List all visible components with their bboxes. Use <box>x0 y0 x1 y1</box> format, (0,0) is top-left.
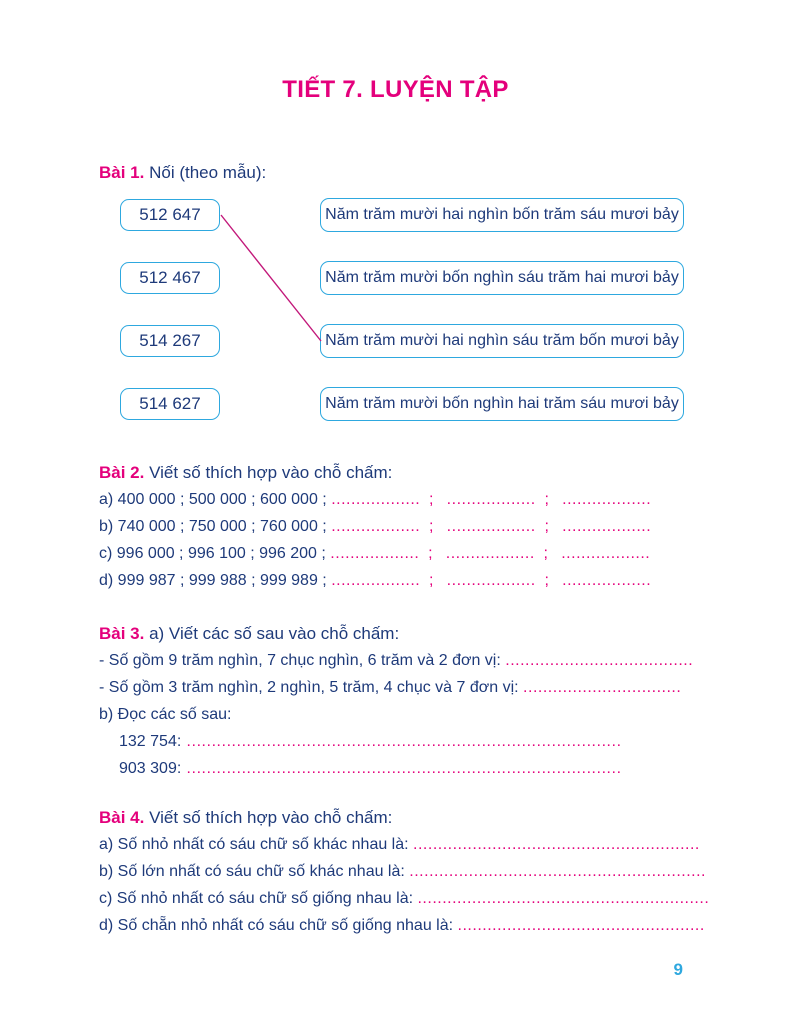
bai2-row-c <box>99 545 650 563</box>
bai3-heading: Bài 3. <box>99 624 145 643</box>
blank[interactable]: .................. <box>331 491 421 508</box>
blank[interactable]: .................. <box>445 545 535 562</box>
blank[interactable]: .................. <box>330 545 420 562</box>
number-box-1[interactable]: 512 647 <box>120 199 220 231</box>
bai4-item-b <box>99 863 706 881</box>
separator: ; <box>428 518 434 535</box>
bai3-header <box>99 624 399 644</box>
text-box-4[interactable]: Năm trăm mười bốn nghìn hai trăm sáu mươi bảy <box>320 387 684 421</box>
blank[interactable]: .................. <box>562 572 652 589</box>
bai3-item-2-blank[interactable]: ................................ <box>523 679 682 696</box>
separator: ; <box>544 491 549 508</box>
separator: ; <box>428 545 433 562</box>
bai4-item-b-text: b) Số lớn nhất có sáu chữ số khác nhau là: <box>99 863 405 880</box>
bai4-item-b-blank[interactable]: ............................................................ <box>409 863 706 880</box>
bai3-item-1-blank[interactable]: ...................................... <box>505 652 694 669</box>
bai4-header <box>99 808 392 828</box>
bai2-heading: Bài 2. <box>99 463 145 482</box>
bai3-read-1-blank[interactable]: …………………………………………………………………………… <box>185 733 621 750</box>
bai2-instruction: Viết số thích hợp vào chỗ chấm: <box>149 463 393 482</box>
number-box-4[interactable]: 514 627 <box>120 388 220 420</box>
bai3-item-2-text: - Số gồm 3 trăm nghìn, 2 nghìn, 5 trăm, 4 chục và 7 đơn vị: <box>99 679 519 696</box>
bai4-item-d-text: d) Số chẵn nhỏ nhất có sáu chữ số giống nhau là: <box>99 917 454 934</box>
bai2-row-b <box>99 518 651 536</box>
bai4-heading: Bài 4. <box>99 808 145 827</box>
bai3-read-1 <box>119 733 621 751</box>
bai1-instruction: Nối (theo mẫu): <box>149 163 267 182</box>
text-box-1[interactable]: Năm trăm mười hai nghìn bốn trăm sáu mươi bảy <box>320 198 684 232</box>
bai4-item-d <box>99 917 705 935</box>
bai4-item-c-blank[interactable]: ........................................................... <box>417 890 710 907</box>
bai3-read-2-blank[interactable]: …………………………………………………………………………… <box>185 760 621 777</box>
bai3-read-2 <box>119 760 621 778</box>
separator: ; <box>544 572 549 589</box>
bai1-heading: Bài 1. <box>99 163 145 182</box>
blank[interactable]: .................. <box>446 491 536 508</box>
bai3-item-2 <box>99 679 681 697</box>
blank[interactable]: .................. <box>331 518 421 535</box>
text-box-3[interactable]: Năm trăm mười hai nghìn sáu trăm bốn mươi bảy <box>320 324 684 358</box>
bai4-instruction: Viết số thích hợp vào chỗ chấm: <box>149 808 393 827</box>
blank[interactable]: .................. <box>331 572 421 589</box>
bai2-row-b-prefix: b) 740 000 ; 750 000 ; 760 000 ; <box>99 518 327 535</box>
number-box-2[interactable]: 512 467 <box>120 262 220 294</box>
separator: ; <box>428 572 434 589</box>
bai2-row-d <box>99 572 651 590</box>
number-box-3[interactable]: 514 267 <box>120 325 220 357</box>
bai2-row-a-prefix: a) 400 000 ; 500 000 ; 600 000 ; <box>99 491 327 508</box>
bai3-read-1-number: 132 754: <box>119 733 182 750</box>
bai4-item-a-text: a) Số nhỏ nhất có sáu chữ số khác nhau là: <box>99 836 409 853</box>
page-number: 9 <box>673 960 683 979</box>
bai2-header <box>99 463 392 483</box>
separator: ; <box>543 545 548 562</box>
bai2-row-d-prefix: d) 999 987 ; 999 988 ; 999 989 ; <box>99 572 327 589</box>
blank[interactable]: .................. <box>561 545 651 562</box>
bai4-item-c <box>99 890 709 908</box>
text-box-2[interactable]: Năm trăm mười bốn nghìn sáu trăm hai mươi bảy <box>320 261 684 295</box>
bai3-part-b: b) Đọc các số sau: <box>99 706 232 723</box>
bai3-part-a: a) Viết các số sau vào chỗ chấm: <box>149 624 400 643</box>
blank[interactable]: .................. <box>562 491 652 508</box>
bai4-item-a-blank[interactable]: .......................................................... <box>413 836 700 853</box>
page-title: TIẾT 7. LUYỆN TẬP <box>282 76 509 103</box>
blank[interactable]: .................. <box>446 572 536 589</box>
bai4-item-a <box>99 836 700 854</box>
separator: ; <box>544 518 549 535</box>
blank[interactable]: .................. <box>562 518 652 535</box>
bai3-item-1-text: - Số gồm 9 trăm nghìn, 7 chục nghìn, 6 trăm và 2 đơn vị: <box>99 652 501 669</box>
bai4-item-c-text: c) Số nhỏ nhất có sáu chữ số giống nhau là: <box>99 890 414 907</box>
bai4-item-d-blank[interactable]: .................................................. <box>457 917 705 934</box>
bai3-item-1 <box>99 652 693 670</box>
separator: ; <box>428 491 434 508</box>
bai2-row-a <box>99 491 651 509</box>
bai2-row-c-prefix: c) 996 000 ; 996 100 ; 996 200 ; <box>99 545 326 562</box>
bai3-read-2-number: 903 309: <box>119 760 182 777</box>
blank[interactable]: .................. <box>446 518 536 535</box>
